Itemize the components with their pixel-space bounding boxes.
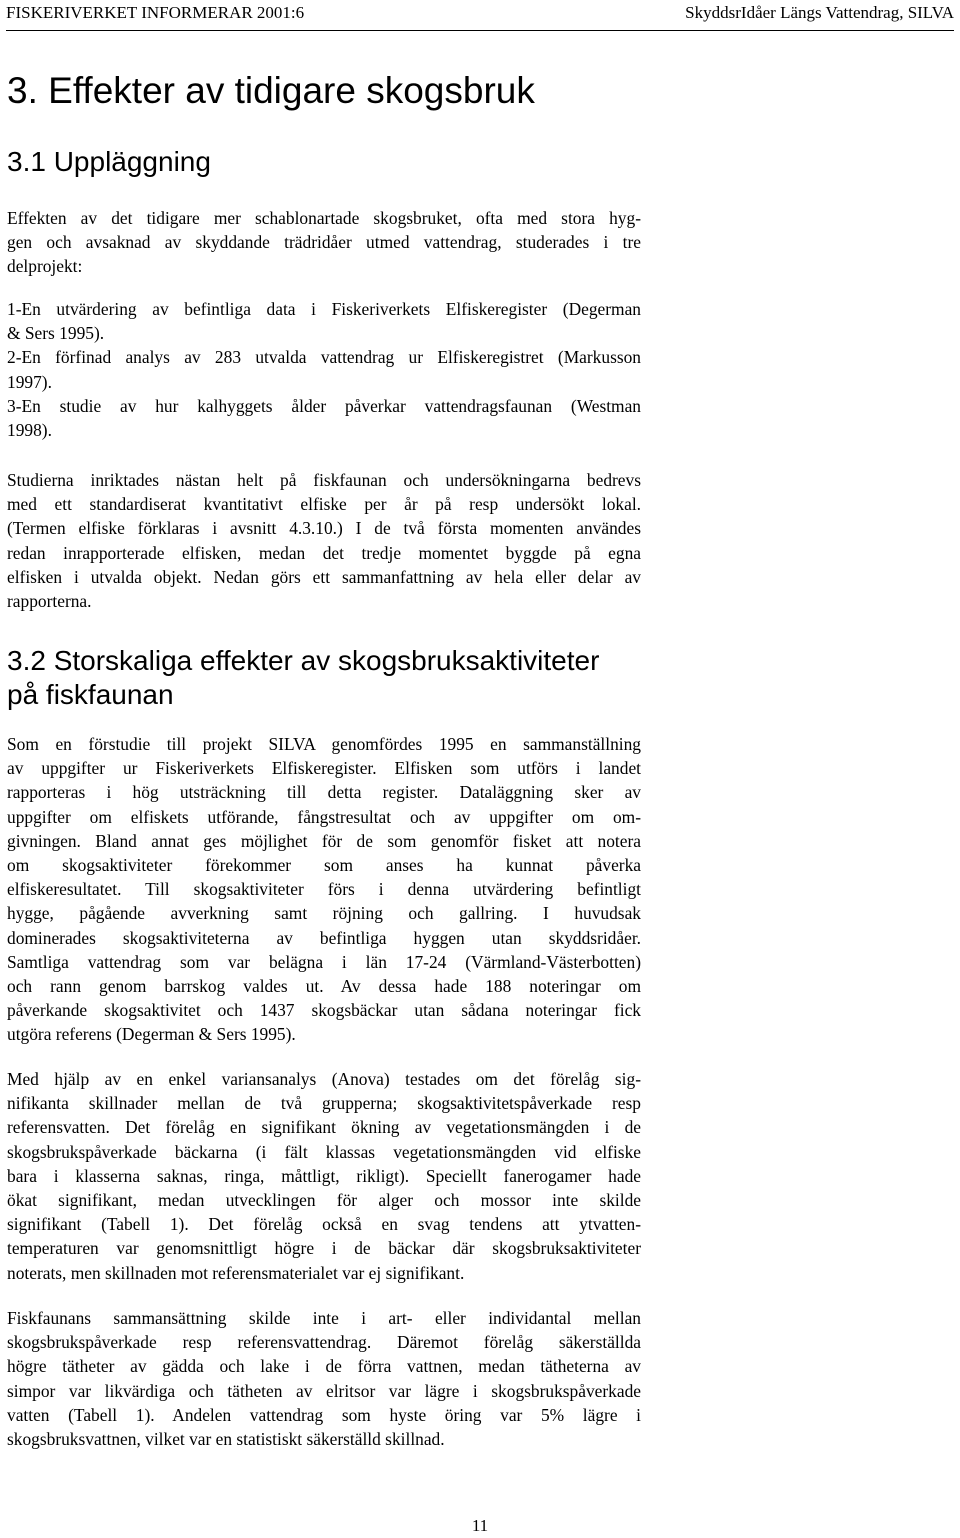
subproject-item — [7, 394, 641, 442]
paragraph-2 — [7, 1067, 641, 1285]
text-line: om skogsaktiviteter förekommer som anses ha kunnat påverka — [7, 855, 641, 876]
text-line: Med hjälp av en enkel variansanalys (Anova) testades om det förelåg sig- — [7, 1069, 641, 1089]
text-line: skogsbrukspåverkade resp referensvattendrag. Däremot förelåg säkerställda — [7, 1332, 641, 1353]
text-line: gen och avsaknad av skyddande trädridåer utmed vattendrag, studerades i tre — [7, 232, 641, 253]
document-title: SkyddsrIdåer Längs Vattendrag, SILVA — [685, 3, 954, 22]
text-line: ökat signifikant, medan utvecklingen för alger och mossor inte skilde — [7, 1190, 641, 1211]
text-line: & Sers 1995). — [7, 323, 105, 344]
text-line: (Termen elfiske förklaras i avsnitt 4.3.10.) I de två första momenten användes — [7, 518, 641, 539]
text-line: och rann genom barrskog valdes ut. Av dessa hade 188 noteringar om — [7, 976, 641, 997]
text-line: skogsbruksvattnen, vilket var en statistiskt säkerställd skillnad. — [7, 1429, 445, 1450]
studies-paragraph — [7, 468, 641, 613]
text-line: redan inrapporterade elfisken, medan det tredje momentet byggde på egna — [7, 542, 641, 563]
subproject-item — [7, 345, 641, 393]
text-line: rapporteras i hög utsträckning till detta register. Dataläggning sker av — [7, 782, 641, 803]
text-line: skogsbrukspåverkade bäckarna (i fält klassas vegetationsmängden vid elfiske — [7, 1141, 641, 1162]
text-line: referensvatten. Det förelåg en signifikant ökning av vegetationsmängden i de — [7, 1117, 641, 1138]
text-line: noterats, men skillnaden mot referensmaterialet var ej signifikant. — [7, 1262, 465, 1283]
text-line: Fiskfaunans sammansättning skilde inte i art- eller individantal mellan — [7, 1308, 641, 1328]
text-line: hygge, pågående avverkning samt röjning och gallring. I huvudsak — [7, 903, 641, 924]
text-line: av uppgifter ur Fiskeriverkets Elfiskeregister. Elfisken som utförs i landet — [7, 758, 641, 779]
text-line: vatten (Tabell 1). Andelen vattendrag som hyste öring var 5% lägre i — [7, 1404, 641, 1425]
chapter-heading: 3. Effekter av tidigare skogsbruk — [7, 70, 535, 111]
text-line: 1-En utvärdering av befintliga data i Fiskeriverkets Elfiskeregister (Degerman — [7, 299, 641, 319]
paragraph-3 — [7, 1306, 641, 1451]
text-line: högre tätheter av gädda och lake i de förra vattnen, medan tätheterna av — [7, 1356, 641, 1377]
text-line: Studierna inriktades nästan helt på fiskfaunan och undersökningarna bedrevs — [7, 470, 641, 490]
text-line: simpor var likvärdiga och tätheten av elritsor var lägre i skogsbrukspåverkade — [7, 1380, 641, 1401]
text-line: 1997). — [7, 371, 52, 392]
subproject-item — [7, 297, 641, 345]
intro-paragraph — [7, 206, 641, 279]
publication-series: FISKERIVERKET INFORMERAR 2001:6 — [6, 3, 305, 22]
text-line: med ett standardiserat kvantitativt elfiske per år på resp undersökt lokal. — [7, 494, 641, 515]
text-line: Samtliga vattendrag som var belägna i län 17-24 (Värmland-Västerbotten) — [7, 951, 641, 972]
text-line: bara i klasserna saknas, ringa, måttligt, rikligt). Speciellt fanerogamer hade — [7, 1165, 641, 1186]
paragraph-1 — [7, 732, 641, 1047]
text-line: utgöra referens (Degerman & Sers 1995). — [7, 1024, 296, 1045]
text-line: signifikant (Tabell 1). Det förelåg också en svag tendens att ytvatten- — [7, 1214, 641, 1235]
text-line: elfisken i utvalda objekt. Nedan görs ett sammanfattning av hela eller delar av — [7, 566, 641, 587]
text-line: uppgifter om elfiskets utförande, fångstresultat och av uppgifter om om- — [7, 806, 641, 827]
text-line: 2-En förfinad analys av 283 utvalda vattendrag ur Elfiskeregistret (Markusson — [7, 347, 641, 368]
text-line: elfiskeresultatet. Till skogsaktiviteter förs i denna utvärdering befintligt — [7, 879, 641, 900]
section-3-1-heading: 3.1 Uppläggning — [7, 146, 211, 177]
subproject-list — [7, 297, 641, 442]
heading-line: 3.2 Storskaliga effekter av skogsbruksaktiviteter — [7, 645, 600, 676]
text-line: Effekten av det tidigare mer schablonartade skogsbruket, ofta med stora hyg- — [7, 208, 641, 228]
text-line: dominerades skogsaktiviteterna av befintliga hyggen utan skyddsridåer. — [7, 927, 641, 948]
text-line: rapporterna. — [7, 591, 92, 612]
section-3-2-heading — [7, 644, 599, 712]
page-number: 11 — [471, 1516, 489, 1535]
text-line: temperaturen var genomsnittligt högre i de bäckar där skogsbruksaktiviteter — [7, 1238, 641, 1259]
text-line: 1998). — [7, 420, 52, 441]
text-line: delprojekt: — [7, 256, 83, 277]
running-header — [6, 0, 954, 31]
heading-line: på fiskfaunan — [7, 679, 174, 710]
text-line: givningen. Bland annat ges möjlighet för de som genomför fisket att notera — [7, 830, 641, 851]
text-line: 3-En studie av hur kalhyggets ålder påverkar vattendragsfaunan (Westman — [7, 395, 641, 416]
text-line: påverkande skogsaktivitet och 1437 skogsbäckar utan sådana noteringar fick — [7, 1000, 641, 1021]
text-line: Som en förstudie till projekt SILVA genomfördes 1995 en sammanställning — [7, 734, 641, 754]
text-line: nifikanta skillnader mellan de två grupperna; skogsaktivitetspåverkade resp — [7, 1093, 641, 1114]
